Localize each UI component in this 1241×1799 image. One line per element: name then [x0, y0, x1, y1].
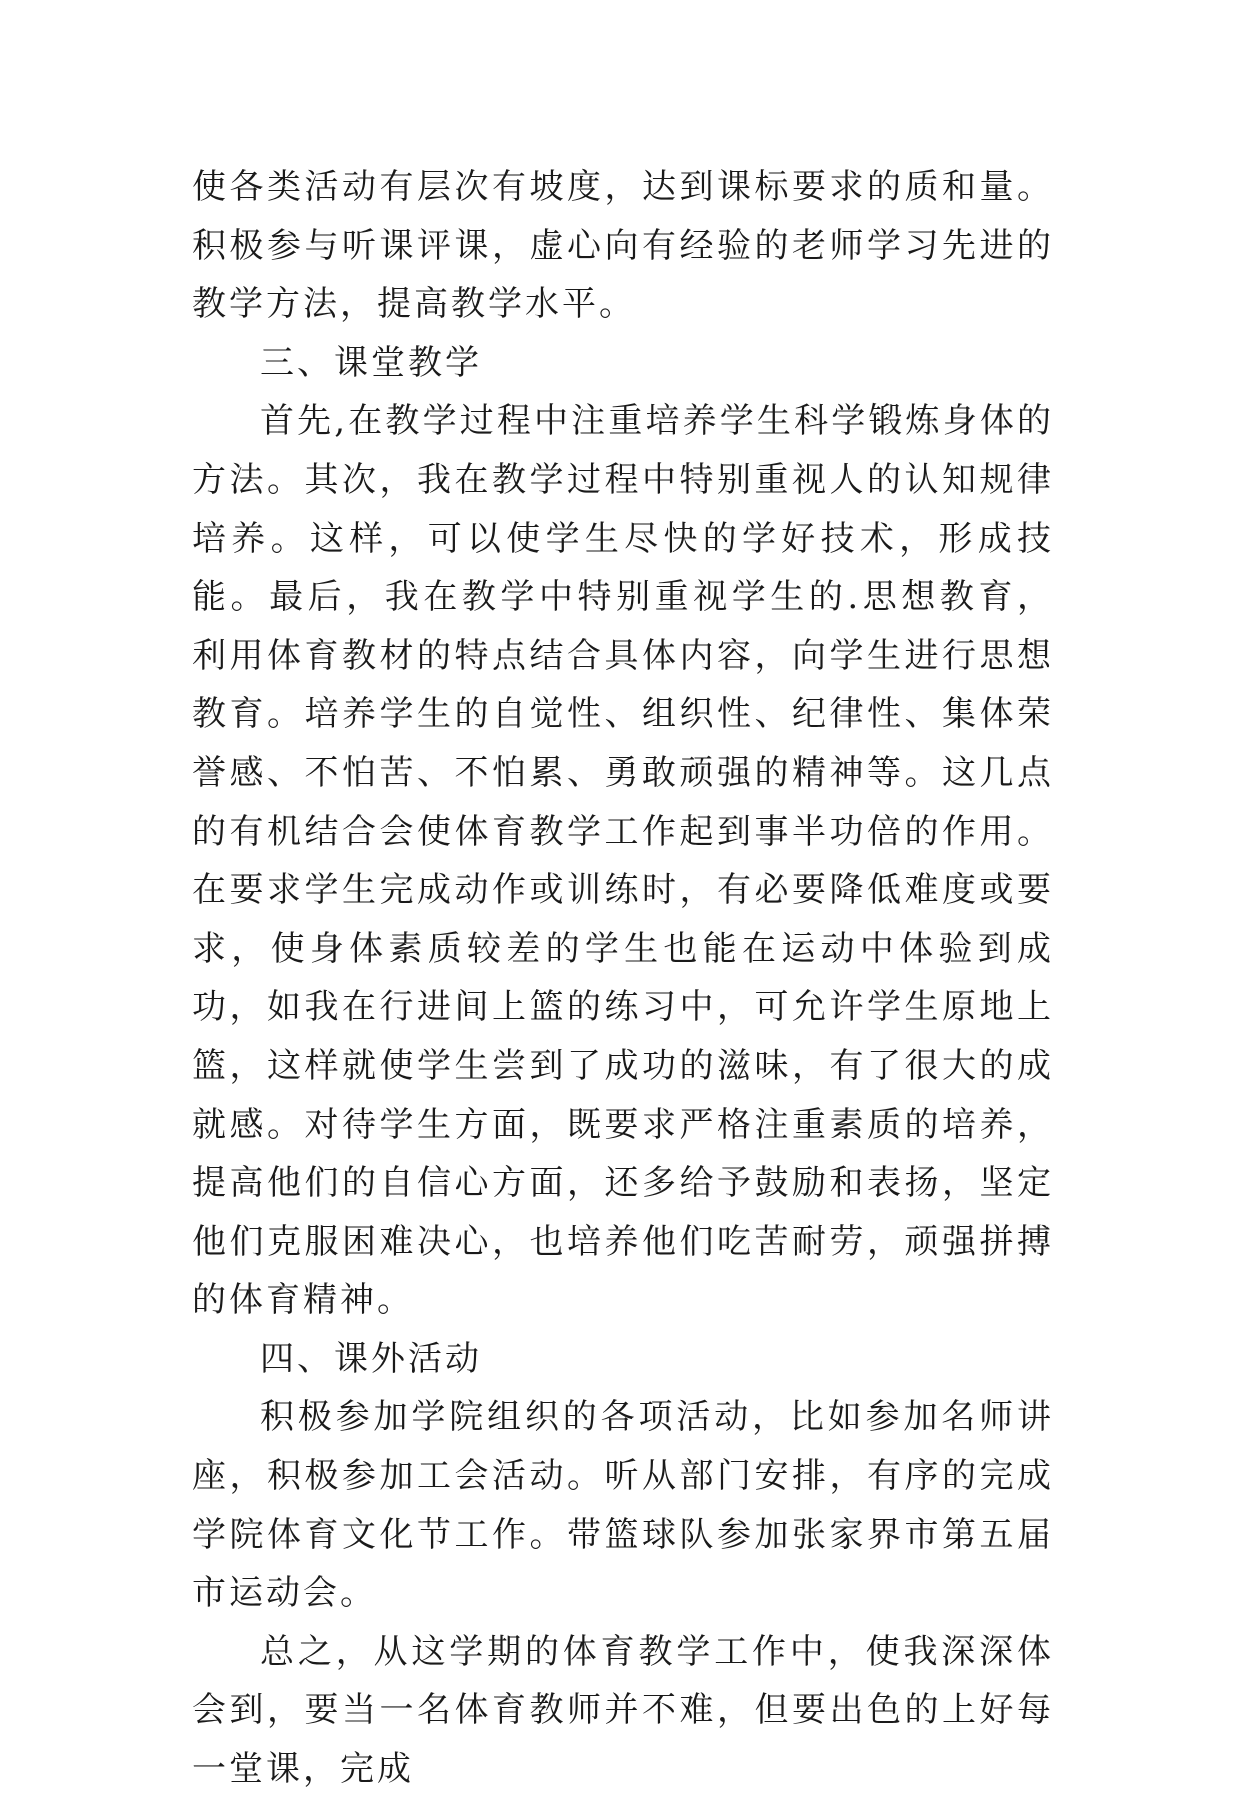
- paragraph-extracurricular: 积极参加学院组织的各项活动，比如参加名师讲座，积极参加工会活动。听从部门安排，有序的完成学院体育文化节工作。带篮球队参加张家界市第五届市运动会。: [192, 1397, 1054, 1614]
- document-body: [192, 158, 1054, 1799]
- paragraph-summary: 总之，从这学期的体育教学工作中，使我深深体会到，要当一名体育教师并不难，但要出色的上好每一堂课，完成: [192, 1631, 1054, 1790]
- section-heading-extracurricular: 四、课外活动: [260, 1338, 482, 1379]
- section-heading-classroom-teaching: 三、课堂教学: [260, 342, 482, 383]
- paragraph-classroom-teaching: 首先,在教学过程中注重培养学生科学锻炼身体的方法。其次，我在教学过程中特别重视人的认知规律培养。这样，可以使学生尽快的学好技术，形成技能。最后，我在教学中特别重视学生的.思想教育，利用体育教材的特点结合具体内容，向学生进行思想教育。培养学生的自觉性、组织性、纪律性、集体荣誉感、不怕苦、不怕累、勇敢顽强的精神等。这几点的有机结合会使体育教学工作起到事半功倍的作用。在要求学生完成动作或训练时，有必要降低难度或要求，使身体素质较差的学生也能在运动中体验到成功，如我在行进间上篮的练习中，可允许学生原地上篮，这样就使学生尝到了成功的滋味，有了很大的成就感。对待学生方面，既要求严格注重素质的培养，提高他们的自信心方面，还多给予鼓励和表扬，坚定他们克服困难决心，也培养他们吃苦耐劳，顽强拼搏的体育精神。: [192, 401, 1054, 1321]
- paragraph-continuation: 使各类活动有层次有坡度，达到课标要求的质和量。积极参与听课评课，虚心向有经验的老师学习先进的教学方法，提高教学水平。: [192, 167, 1054, 325]
